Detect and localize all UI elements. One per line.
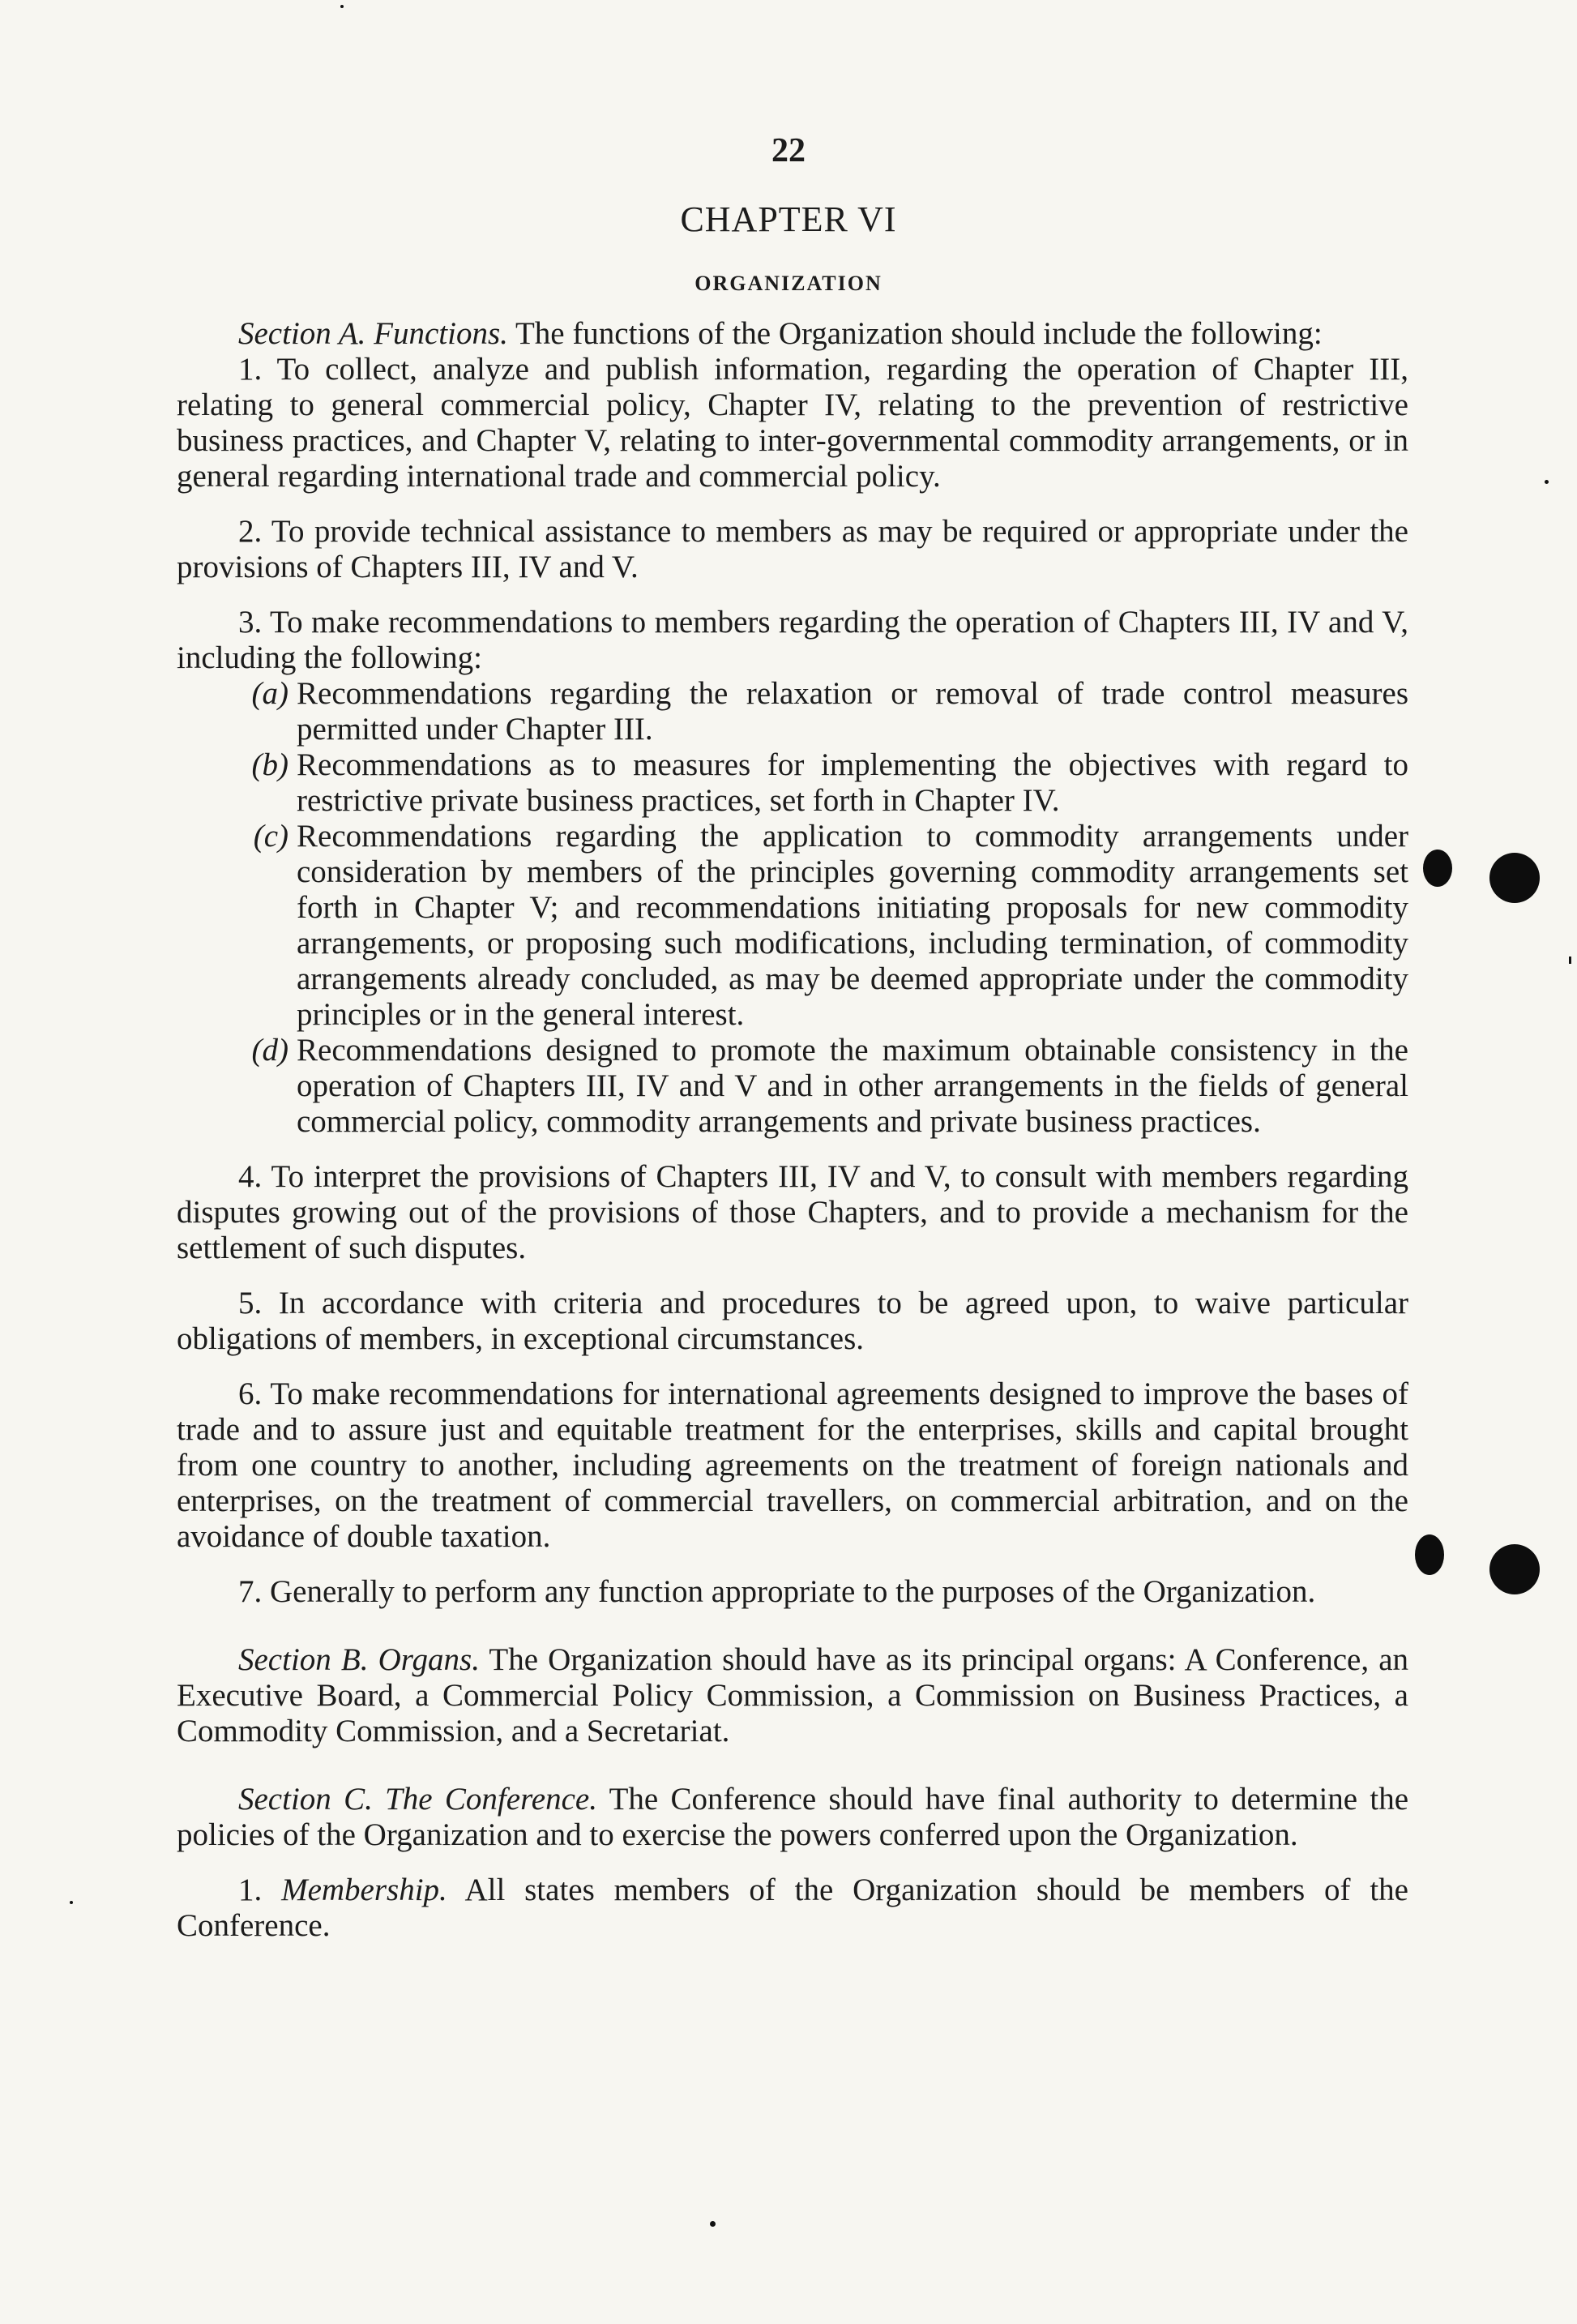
list-item-text: Recommendations as to measures for implementing the objectives with regard to restrictive private business practices, set forth in Chapter IV. (297, 747, 1408, 818)
chapter-heading: CHAPTER VI (680, 199, 897, 239)
list-item (177, 1033, 1408, 1140)
list-item-text: Recommendations regarding the application to commodity arrangements under consideration by members of the principles governing commodity arrangements set forth in Chapter V; and recommendations initiating proposals for new commodity arrangements, or proposing such modifications, including termination, of commodity arrangements already concluded, as may be deemed appropriate under the commodity principles or in the general interest. (297, 819, 1408, 1032)
punch-hole (1489, 1544, 1540, 1594)
function-paragraph-7: 7. Generally to perform any function appropriate to the purposes of the Organization. (238, 1574, 1316, 1609)
scan-speck (1545, 480, 1549, 484)
section-subheading: ORGANIZATION (694, 272, 883, 295)
punch-hole (1415, 1534, 1444, 1575)
membership-number: 1. (238, 1872, 263, 1907)
section-b-paragraph (177, 1642, 1408, 1749)
list-item-label: (b) (251, 747, 288, 782)
scan-speck (340, 5, 344, 8)
section-b-text: The Organization should have as its principal organs: A Conference, an Executive Board, a Commercial Policy Commission, a Commission on Business Practices, a Commodity Commission, and a Secretariat. (177, 1642, 1409, 1748)
function-paragraph-2: 2. To provide technical assistance to members as may be required or appropriate under the provisions of Chapters III, IV and V. (177, 514, 1408, 584)
list-item (177, 747, 1408, 819)
function-paragraph-6: 6. To make recommendations for international agreements designed to improve the bases of trade and to assure just and equitable treatment for the enterprises, skills and capital brought from one country to another, including agreements on the treatment of foreign nationals and enterprises, on the treatment of commercial travellers, on commercial arbitration, and on the avoidance of double taxation. (177, 1376, 1408, 1554)
list-item-label: (a) (251, 676, 288, 711)
section-c-label: Section C. The Conference. (238, 1782, 597, 1817)
scan-speck (710, 2221, 716, 2227)
list-item-label: (d) (251, 1033, 288, 1068)
section-a-text: The functions of the Organization should include the following: (515, 316, 1323, 351)
punch-hole (1489, 853, 1540, 903)
list-item-label: (c) (253, 819, 288, 854)
section-a-label: Section A. Functions. (238, 316, 508, 351)
function-paragraph-4: 4. To interpret the provisions of Chapters III, IV and V, to consult with members regarding disputes growing out of the provisions of those Chapters, and to provide a mechanism for the settlement of such disputes. (177, 1159, 1408, 1265)
scan-speck (70, 1901, 73, 1904)
function-paragraph-1: 1. To collect, analyze and publish information, regarding the operation of Chapter III, relating to general commercial policy, Chapter IV, relating to the prevention of restrictive business practices, and Chapter V, relating to inter-governmental commodity arrangements, or in general regarding international trade and commercial policy. (177, 352, 1408, 494)
function-paragraph-3: 3. To make recommendations to members regarding the operation of Chapters III, IV and V, including the following: (177, 605, 1408, 675)
list-item-text: Recommendations designed to promote the maximum obtainable consistency in the operation of Chapters III, IV and V and in other arrangements in the fields of general commercial policy, commodity arrangements and private business practices. (297, 1033, 1408, 1139)
list-item-text: Recommendations regarding the relaxation or removal of trade control measures permitted under Chapter III. (297, 676, 1408, 747)
membership-text: All states members of the Organization should be members of the Conference. (177, 1872, 1408, 1943)
section-b-label: Section B. Organs. (238, 1642, 480, 1677)
scan-speck (1569, 957, 1571, 964)
list-item (177, 676, 1408, 747)
section-c-text: The Conference should have final authority to determine the policies of the Organization and to exercise the powers conferred upon the Organization. (177, 1782, 1409, 1852)
membership-paragraph (177, 1872, 1408, 1944)
recommendation-list (177, 676, 1408, 1140)
list-item (177, 819, 1408, 1033)
document-body (177, 316, 1408, 1944)
section-c-paragraph (177, 1782, 1408, 1853)
page-number: 22 (771, 132, 806, 169)
membership-label: Membership. (281, 1872, 447, 1907)
function-paragraph-5: 5. In accordance with criteria and procedures to be agreed upon, to waive particular obligations of members, in exceptional circumstances. (177, 1286, 1408, 1356)
punch-hole (1423, 850, 1452, 887)
section-a-paragraph (177, 316, 1408, 352)
